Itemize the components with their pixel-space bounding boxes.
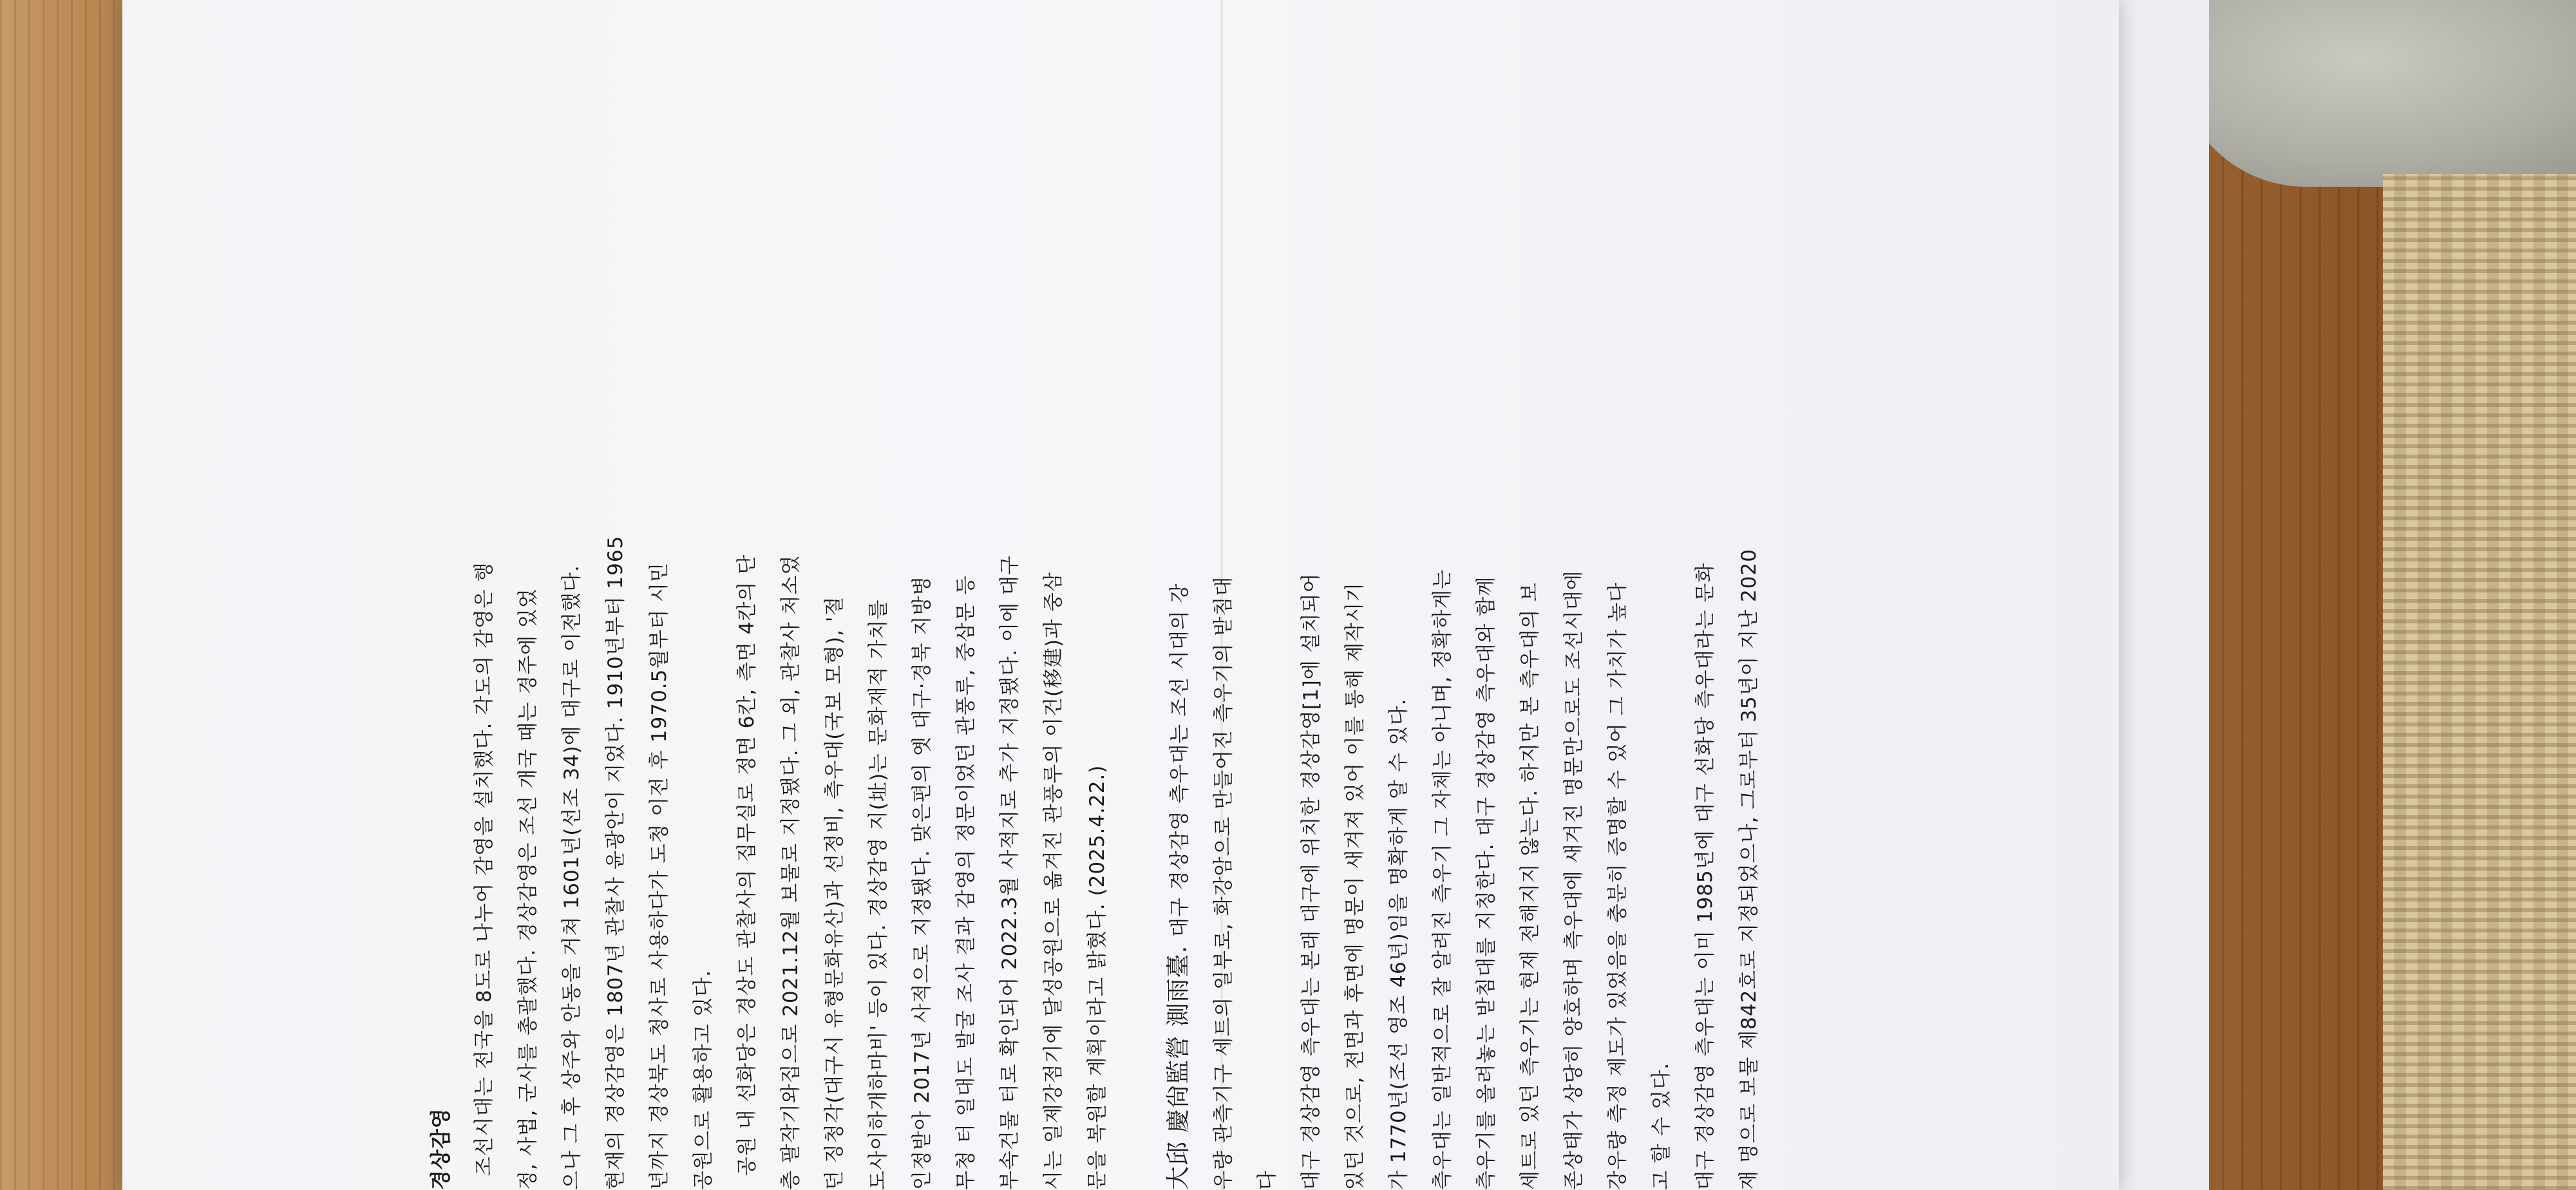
paragraph1-line: 현재의 경상감영은 1807년 관찰사 윤광안이 지었다. 1910년부터 1965 [604, 535, 627, 1190]
grey-cloth [2177, 0, 2576, 187]
paragraph2-line: 가 1770년(조선 영조 46년)임을 명확하게 알 수 있다. [1387, 698, 1410, 1190]
document-page [419, 44, 1945, 1190]
paragraph1-line: 문을 복원할 계획이라고 밝혔다. (2025.4.22.) [1086, 764, 1109, 1190]
paragraph1-line: 던 징청각(대구시 유형문화유산)과 선정비, 측우대(국보 모형), '절 [823, 596, 846, 1190]
paragraph1-line: 무청 터 일대도 발굴 조사 결과 감영의 정문이었던 관풍루, 중삼문 등 [954, 575, 978, 1190]
paragraph2-line: 있던 것으로, 전면과 후면에 명문이 새겨져 있어 이를 통해 제작시기 [1343, 581, 1367, 1190]
paragraph1-line: 층 팔작기와집으로 2021.12월 보물로 지정됐다. 그 외, 관찰사 처소였 [779, 554, 802, 1190]
heading-hanja: 大邱 慶尙監營 測雨臺. [1164, 936, 1192, 1190]
paragraph2-line: 존상태가 상당히 양호하며 측우대에 새겨진 명문만으로도 조선시대에 [1562, 570, 1586, 1190]
paragraph2-line: 세트로 있던 측우기는 현재 전해지지 않는다. 하지만 본 측우대의 보 [1519, 581, 1542, 1190]
paragraph2-line: 우량 관측기구 세트의 일부로, 화강암으로 만들어진 측우기의 받침대 [1212, 576, 1235, 1190]
paragraph2-line: 다 [1256, 1170, 1279, 1190]
paragraph2-line: 강우량 측정 제도가 있었음을 충분히 증명할 수 있어 그 가치가 높다 [1606, 581, 1629, 1190]
paragraph1-line: 으나 그 후 상주와 안동을 거쳐 1601년(선조 34)에 대구로 이전했다. [560, 565, 583, 1190]
paragraph1-line: 인정받아 2017년 사적으로 지정됐다. 맞은편의 옛 대구·경북 지방병 [911, 575, 934, 1190]
paragraph1-line: 공원 내 선화당은 경상도 관찰사의 집무실로 정면 6칸, 측면 4칸의 단 [735, 554, 759, 1190]
document-title: 경상감영 [428, 1108, 453, 1190]
paragraph2-line: 측우대는 일반적으로 잘 알려진 측우기 그 자체는 아니며, 정확하게는 [1431, 569, 1454, 1190]
heading-rest: 대구 경상감영 측우대는 조선 시대의 강 [1168, 583, 1191, 937]
paragraph2-line: 측우기를 올려놓는 받침대를 지칭한다. 대구 경상감영 측우대와 함께 [1475, 576, 1498, 1190]
woven-mat [2383, 174, 2576, 1190]
paragraph1-line: 부속건물 터로 확인되어 2022.3월 사적지로 추가 지정됐다. 이에 대구 [998, 555, 1021, 1190]
paragraph1-line: 공원으로 활용하고 있다. [692, 969, 715, 1190]
paragraph2-line: 재 명으로 보물 제842호로 지정되었으나, 그로부터 35년이 지난 2020 [1738, 549, 1761, 1190]
paragraph1-line: 정, 사법, 군사를 총괄했다. 경상감영은 조선 개국 때는 경주에 있었 [516, 588, 540, 1190]
paragraph1-line: 시는 일제강점기에 달성공원으로 옮겨진 관풍루의 이건(移建)과 중삼 [1042, 572, 1065, 1190]
section-gap [1119, 44, 1157, 1190]
paragraph2-line: 대구 경상감영 측우대는 본래 대구에 위치한 경상감영[1]에 설치되어 [1300, 572, 1323, 1190]
paragraph2-line: 대구 경상감영 측우대는 이미 1985년에 대구 선화당 측우대라는 문화 [1694, 562, 1717, 1190]
paragraph1-line: 조선시대는 전국을 8도로 나누어 감영을 설치했다. 각도의 감영은 행 [473, 562, 496, 1190]
section-heading [1157, 44, 1202, 1190]
paragraph1-line: 년까지 경상북도 청사로 사용하다가 도청 이전 후 1970.5월부터 시민 [648, 562, 671, 1190]
paragraph1-line: 도사이하개하마비' 등이 있다. 경상감영 지(址)는 문화재적 가치를 [867, 599, 890, 1190]
paragraph2-line: 고 할 수 있다. [1650, 1062, 1673, 1190]
